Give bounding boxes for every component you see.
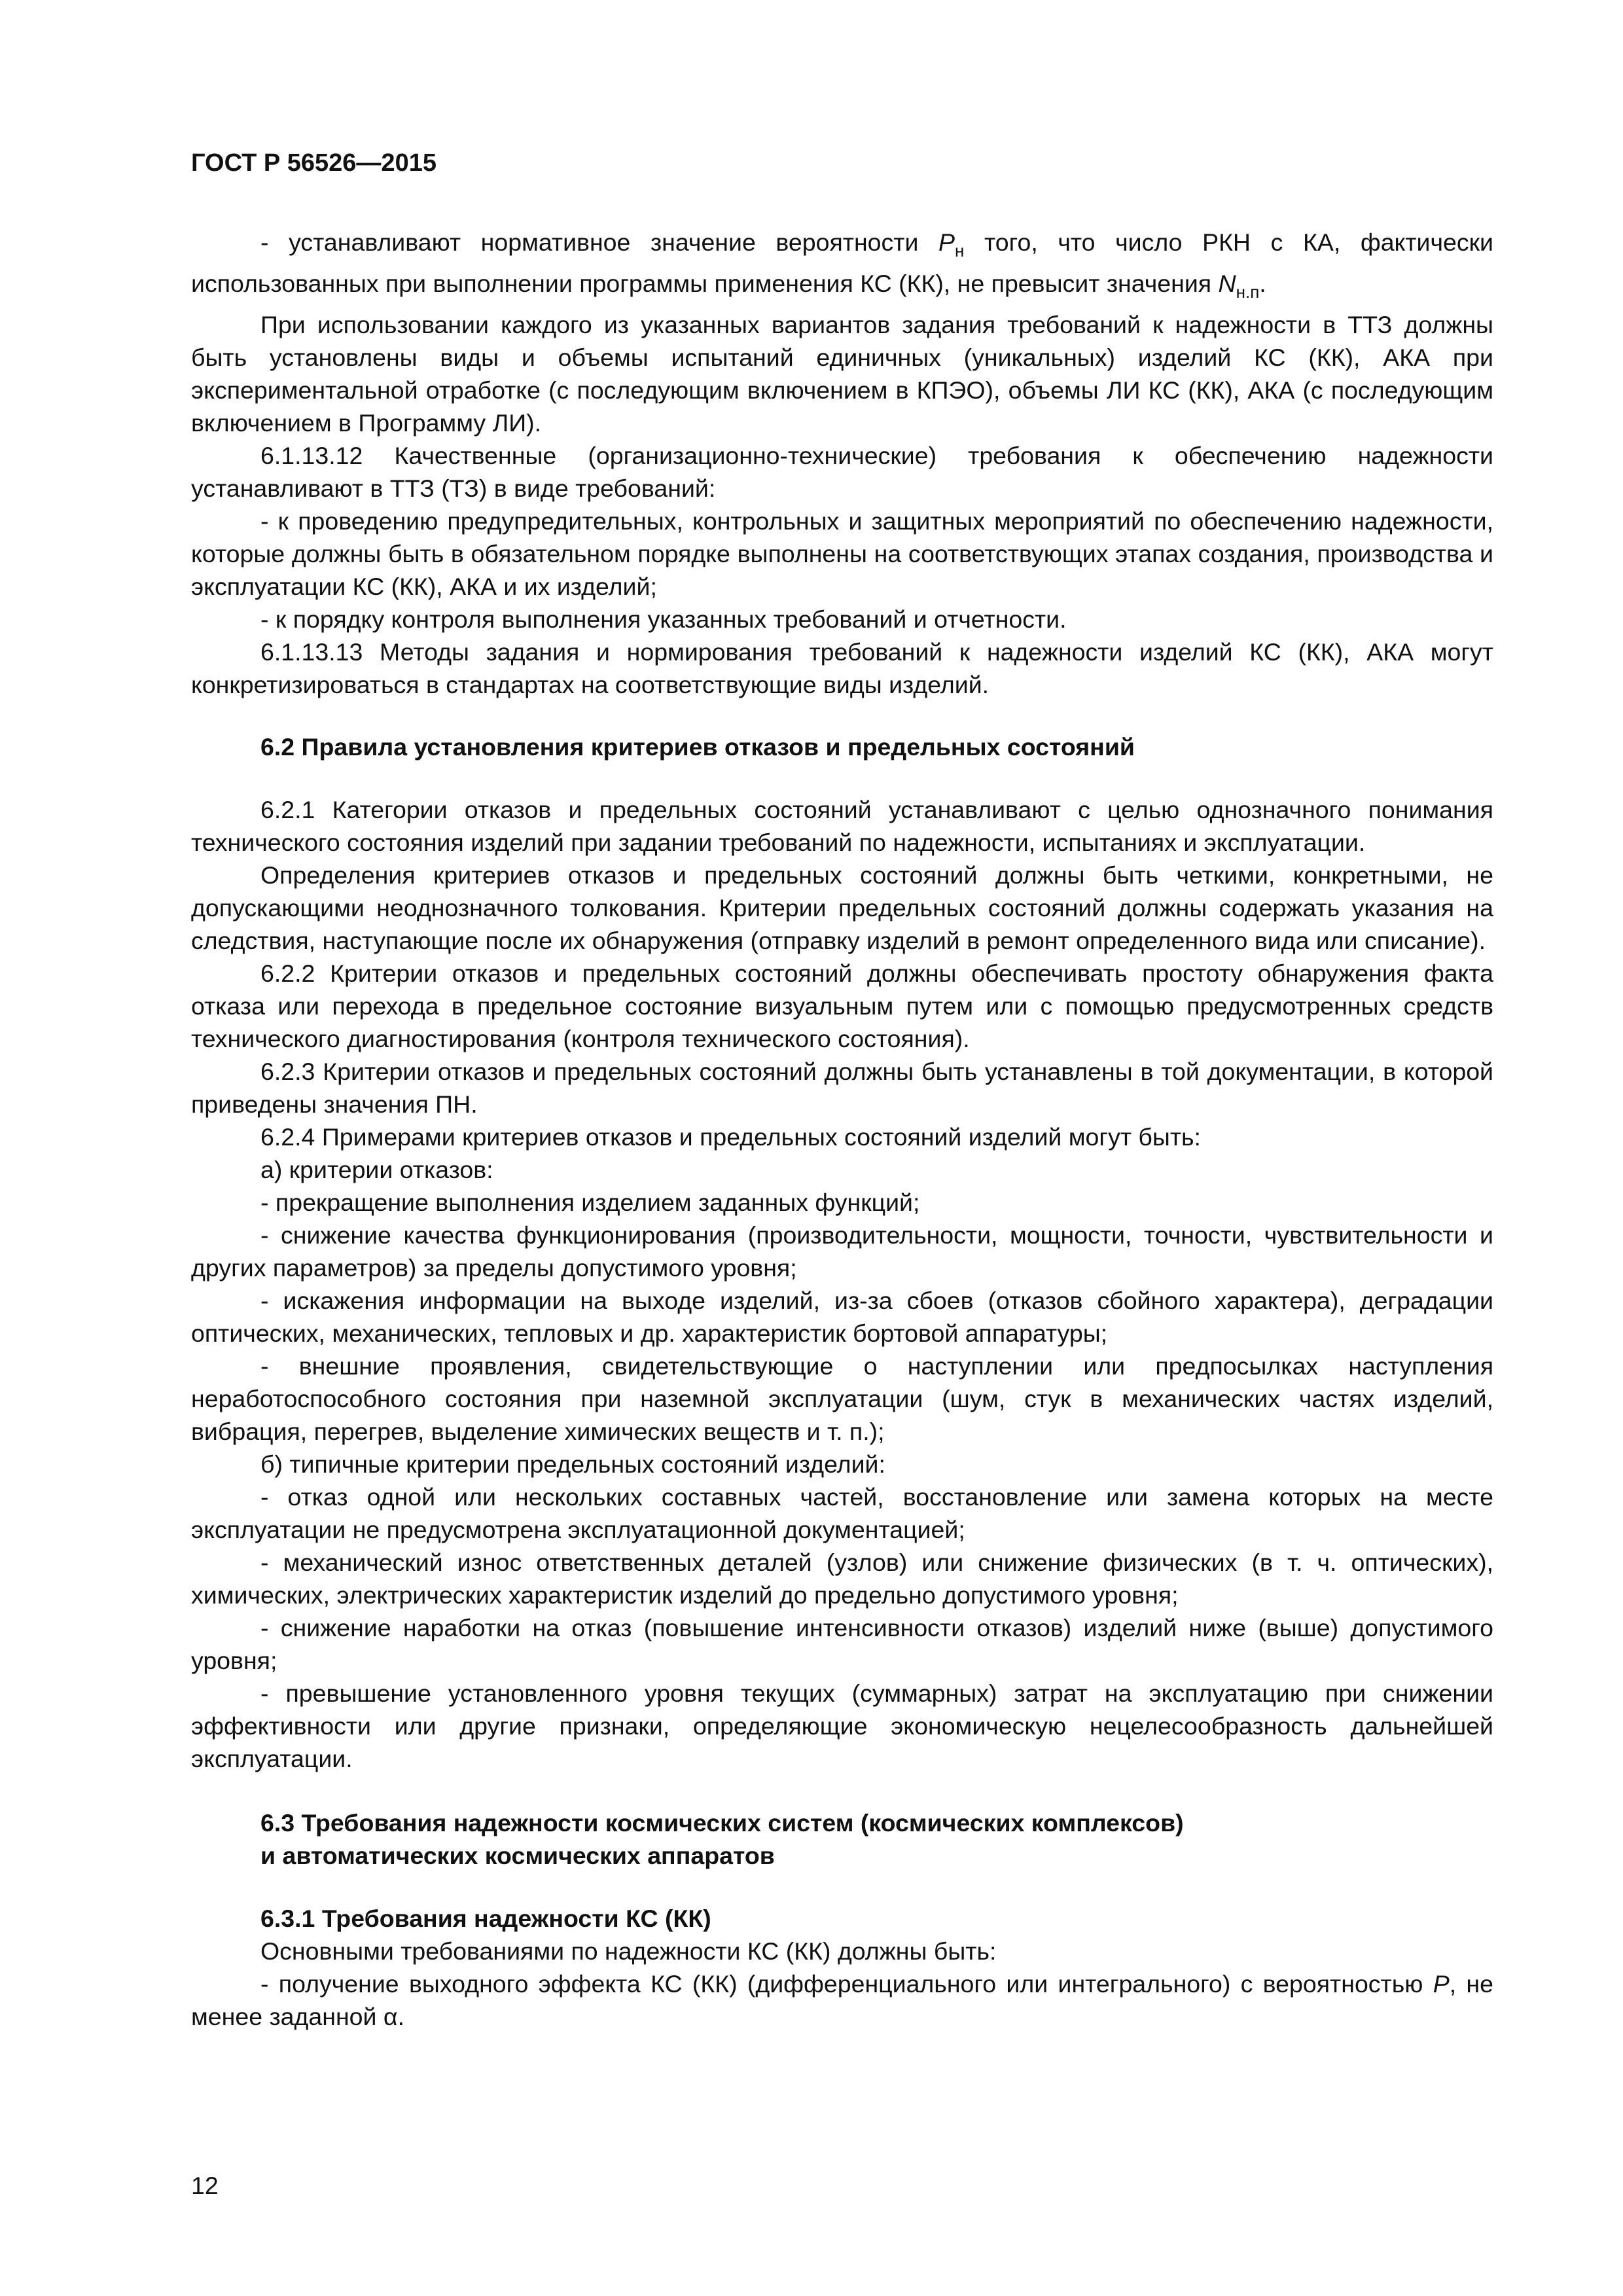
variable-p: P [1433, 1970, 1450, 1998]
paragraph: 6.2.2 Критерии отказов и предельных состояний должны обеспечивать простоту обнаружения факта отказа или перехода в предельное состояние визуальным путем или с помощью предусмотренных средств технического диагностирования (контроля технического состояния). [191, 960, 1493, 1052]
document-body [191, 226, 1493, 2033]
paragraph: 6.2.3 Критерии отказов и предельных состояний должны быть устанавлены в той документации, в которой приведены значения ПН. [191, 1058, 1493, 1118]
paragraph: 6.2.4 Примерами критериев отказов и предельных состояний изделий могут быть: [260, 1123, 1201, 1151]
paragraph: При использовании каждого из указанных вариантов задания требований к надежности в ТТЗ должны быть установлены виды и объемы испытаний единичных (уникальных) изделий КС (КК), АКА при экспериментальной отработке (с последующим включением в КПЭО), объемы ЛИ КС (КК), АКА (с последующим включением в Программу ЛИ). [191, 311, 1493, 437]
variable-n: N [1218, 270, 1236, 297]
list-item: а) критерии отказов: [260, 1156, 493, 1183]
paragraph-probability-requirement: - устанавливают нормативное значение вероятности $P_н$ того, что число РКН с КА, фактически использованных при выполнении программы применения КС (КК), не превысит значения $N_{н.п}$. [191, 228, 1494, 302]
subsection-heading-6-3-1: 6.3.1 Требования надежности КС (КК) [260, 1905, 711, 1932]
list-item: - отказ одной или нескольких составных частей, восстановление или замена которых на месте эксплуатации не предусмотрена эксплуатационной документацией; [191, 1483, 1493, 1543]
list-item: - снижение качества функционирования (производительности, мощности, точности, чувствительности и других параметров) за пределы допустимого уровня; [191, 1221, 1493, 1282]
paragraph: 6.1.13.12 Качественные (организационно-технические) требования к обеспечению надежности устанавливают в ТТЗ (ТЗ) в виде требований: [191, 442, 1493, 502]
paragraph: - к порядку контроля выполнения указанных требований и отчетности. [260, 605, 1067, 633]
subscript: н [955, 241, 965, 260]
subscript: н.п [1236, 282, 1260, 302]
paragraph: 6.1.13.13 Методы задания и нормирования требований к надежности изделий КС (КК), АКА могут конкретизироваться в стандартах на соответствующие виды изделий. [191, 638, 1493, 698]
list-item: - искажения информации на выходе изделий, из-за сбоев (отказов сбойного характера), деградации оптических, механических, тепловых и др. характеристик бортовой аппаратуры; [191, 1287, 1493, 1347]
list-item: - прекращение выполнения изделием заданных функций; [260, 1189, 920, 1216]
paragraph: Определения критериев отказов и предельных состояний должны быть четкими, конкретными, не допускающими неоднозначного толкования. Критерии предельных состояний должны содержать указания на следствия, наступающие после их обнаружения (отправку изделий в ремонт определенного вида или списание). [191, 861, 1493, 954]
list-item: - внешние проявления, свидетельствующие о наступлении или предпосылках наступления неработоспособного состояния при наземной эксплуатации (шум, стук в механических частях изделий, вибрация, перегрев, выделение химических веществ и т. п.); [191, 1352, 1493, 1445]
page-number: 12 [191, 2172, 219, 2199]
list-item: - получение выходного эффекта КС (КК) (дифференциального или интегрального) с вероятностью P, не менее заданной α. [191, 1970, 1493, 2030]
list-item: - превышение установленного уровня текущих (суммарных) затрат на эксплуатацию при снижении эффективности или другие признаки, определяющие экономическую нецелесообразность дальнейшей эксплуатации. [191, 1679, 1493, 1772]
list-item: - снижение наработки на отказ (повышение интенсивности отказов) изделий ниже (выше) допустимого уровня; [191, 1614, 1493, 1674]
paragraph: - к проведению предупредительных, контрольных и защитных мероприятий по обеспечению надежности, которые должны быть в обязательном порядке выполнены на соответствующих этапах создания, производства и эксплуатации КС (КК), АКА и их изделий; [191, 507, 1493, 600]
section-heading-6-3: 6.3 Требования надежности космических систем (космических комплексов) и автоматических космических аппаратов [260, 1809, 1184, 1869]
paragraph: 6.2.1 Категории отказов и предельных состояний устанавливают с целью однозначного понимания технического состояния изделий при задании требований по надежности, испытаниях и эксплуатации. [191, 796, 1493, 856]
section-heading-6-2: 6.2 Правила установления критериев отказов и предельных состояний [260, 733, 1135, 761]
list-item: - механический износ ответственных деталей (узлов) или снижение физических (в т. ч. оптических), химических, электрических характеристик изделий до предельно допустимого уровня; [191, 1549, 1493, 1609]
document-header: ГОСТ Р 56526—2015 [191, 149, 437, 177]
list-item: б) типичные критерии предельных состояний изделий: [260, 1450, 885, 1478]
paragraph: Основными требованиями по надежности КС (КК) должны быть: [260, 1937, 997, 1965]
variable-p: P [938, 228, 955, 256]
